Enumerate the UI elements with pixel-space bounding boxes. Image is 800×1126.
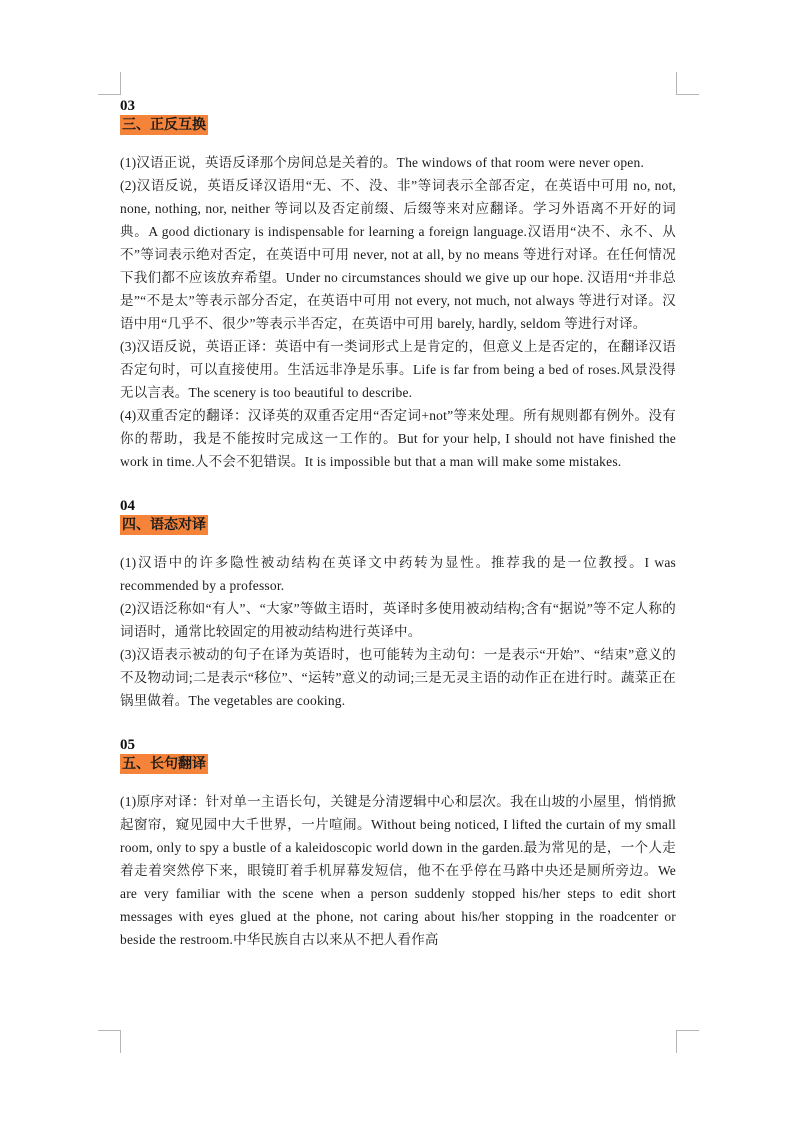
- section-title: 三、正反互换: [122, 117, 206, 133]
- crop-mark-bottom-left: [98, 1030, 121, 1053]
- section-title: 五、长句翻译: [122, 756, 206, 772]
- paragraph: (2)汉语泛称如“有人”、“大家”等做主语时，英译时多使用被动结构;含有“据说”等不定人称的词语时，通常比较固定的用被动结构进行英译中。: [120, 601, 676, 639]
- section-04: [120, 497, 676, 712]
- paragraph: (4)双重否定的翻译：汉译英的双重否定用“否定词+not”等来处理。所有规则都有例外。没有你的帮助，我是不能按时完成这一工作的。But for your help, I should not have finished the work in time.人不会不犯错误。It is impossible but that a man will make some mistakes.: [120, 408, 676, 469]
- section-number: 04: [120, 498, 135, 514]
- paragraph: (1)原序对译：针对单一主语长句，关键是分清逻辑中心和层次。我在山坡的小屋里，悄悄掀起窗帘，窥见园中大千世界，一片喧闹。Without being noticed, I lifted the curtain of my small room, only to spy a bustle of a kaleidoscopic world down in the garden.最为常见的是，一个人走着走着突然停下来，眼镜盯着手机屏幕发短信，他不在乎停在马路中央还是厕所旁边。We are very familiar with the scene when a person suddenly stopped his/her steps to edit short messages with eyes glued at the phone, not caring about his/her stopping in the roadcenter or beside the restroom.中华民族自古以来从不把人看作高: [120, 794, 676, 947]
- crop-mark-top-left: [98, 72, 121, 95]
- crop-mark-top-right: [676, 72, 699, 95]
- document-body: [120, 97, 676, 975]
- paragraph: (3)汉语反说，英语正译：英语中有一类词形式上是肯定的，但意义上是否定的，在翻译汉语否定句时，可以直接使用。生活远非净是乐事。Life is far from being a bed of roses.风景没得无以言表。The scenery is too beautiful to describe.: [120, 339, 676, 400]
- crop-mark-bottom-right: [676, 1030, 699, 1053]
- section-title: 四、语态对译: [122, 517, 206, 533]
- paragraph: (2)汉语反说，英语反译汉语用“无、不、没、非”等词表示全部否定，在英语中可用 no, not, none, nothing, nor, neither 等词以及否定前缀、后缀等来对应翻译。学习外语离不开好的词典。A good dictionary is indispensable for learning a foreign language.汉语用“决不、永不、从不”等词表示绝对否定，在英语中可用 never, not at all, by no means 等进行对译。在任何情况下我们都不应该放弃希望。Under no circumstances should we give up our hope. 汉语用“并非总是”“不是太”等表示部分否定，在英语中可用 not every, not much, not always 等进行对译。汉语中用“几乎不、很少”等表示半否定，在英语中可用 barely, hardly, seldom 等进行对译。: [120, 178, 676, 331]
- section-number: 05: [120, 737, 135, 753]
- paragraph: (1)汉语正说，英语反译那个房间总是关着的。The windows of that room were never open.: [120, 155, 645, 170]
- paragraph: (3)汉语表示被动的句子在译为英语时，也可能转为主动句：一是表示“开始”、“结束”意义的不及物动词;二是表示“移位”、“运转”意义的动词;三是无灵主语的动作正在进行时。蔬菜正在锅里做着。The vegetables are cooking.: [120, 647, 676, 708]
- paragraph: (1)汉语中的许多隐性被动结构在英译文中药转为显性。推荐我的是一位教授。I was recommended by a professor.: [120, 555, 676, 593]
- section-05: [120, 736, 676, 951]
- section-03: [120, 97, 676, 473]
- section-number: 03: [120, 98, 135, 114]
